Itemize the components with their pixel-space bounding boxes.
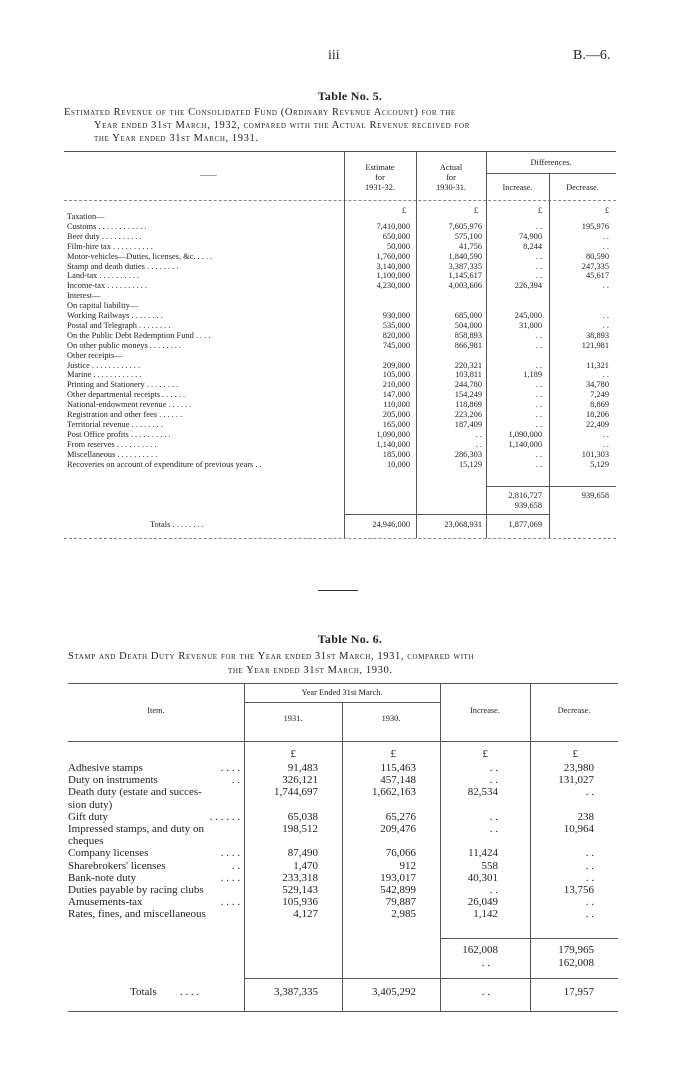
row-1930: 912 xyxy=(399,859,416,872)
row-label: On the Public Debt Redemption Fund . . . . xyxy=(67,330,211,340)
row-increase: . . xyxy=(535,449,542,459)
row-decrease: 11,321 xyxy=(586,360,609,370)
row-increase: 74,900 xyxy=(518,231,542,241)
row-decrease: 38,893 xyxy=(585,330,609,340)
row-actual: 220,321 xyxy=(454,360,482,370)
table-6-subtitle-line-1: Stamp and Death Duty Revenue for the Year ended 31st March, 1931, compared with xyxy=(68,651,475,662)
table-5-subtotal-decrease: 939,658 xyxy=(581,491,609,500)
row-label: On other public moneys . . . . . . . . xyxy=(67,340,182,350)
row-item: Duty on instruments xyxy=(68,774,158,787)
row-label: National-endowment revenue . . . . . . xyxy=(67,400,192,410)
table-6-year-ended-header: Year Ended 31st March. xyxy=(301,688,383,697)
table-5-increase-header: Increase. xyxy=(502,183,533,192)
table-6-currency-dec: £ xyxy=(572,748,578,760)
row-actual: 4,003,606 xyxy=(448,281,482,291)
row-decrease: 238 xyxy=(577,810,594,823)
table-6-subtitle-line-2: the Year ended 31st March, 1930. xyxy=(228,665,393,676)
row-decrease: 22,409 xyxy=(585,419,609,429)
row-estimate: 1,100,000 xyxy=(376,271,410,281)
table-6-decrease-header: Decrease. xyxy=(557,706,591,715)
row-increase: 11,424 xyxy=(468,847,498,860)
row-increase: . . xyxy=(535,271,542,281)
row-actual: 575,100 xyxy=(454,231,482,241)
row-1931: 91,483 xyxy=(287,762,318,774)
row-dots: . . . . xyxy=(220,762,240,774)
table-5-item-header: —— xyxy=(200,170,217,179)
row-1930: 2,985 xyxy=(391,908,416,921)
row-label: Beer duty . . . . . . . . . . xyxy=(67,231,142,241)
row-decrease: 13,756 xyxy=(563,884,594,896)
row-item: Impressed stamps, and duty on xyxy=(68,823,204,835)
row-decrease: . . xyxy=(585,786,594,799)
actual-header-line-1: Actual xyxy=(439,163,463,172)
row-estimate: 210,000 xyxy=(382,380,410,390)
row-1930: 193,017 xyxy=(380,871,416,884)
page-reference: B.—6. xyxy=(573,48,611,63)
table-6-currency-1930: £ xyxy=(390,748,396,760)
row-actual: 858,893 xyxy=(454,330,482,340)
row-decrease: 45,617 xyxy=(585,271,609,281)
row-estimate: 1,760,000 xyxy=(376,251,410,261)
table-5-header-rule xyxy=(64,200,616,201)
table-5-decrease-header: Decrease. xyxy=(566,183,599,192)
row-1931: 326,121 xyxy=(282,774,318,787)
row-decrease: 18,206 xyxy=(585,410,609,419)
row-increase: 40,301 xyxy=(467,871,498,884)
row-actual: 103,811 xyxy=(455,370,482,380)
row-increase: 8,244 xyxy=(523,241,542,251)
estimate-header-line-2: for xyxy=(375,172,385,182)
row-1931: 4,127 xyxy=(293,908,318,921)
section-separator xyxy=(318,590,358,591)
row-actual: 187,409 xyxy=(454,419,482,429)
table-5-actual-header xyxy=(416,163,486,193)
estimate-header-line-3: 1931-32. xyxy=(364,182,395,192)
table-5-subtotal-rule xyxy=(486,486,616,487)
row-increase: . . xyxy=(535,419,542,429)
row-label: Interest— xyxy=(67,291,101,301)
row-decrease: . . xyxy=(585,908,594,921)
row-decrease: 5,129 xyxy=(590,459,609,469)
row-decrease: . . xyxy=(602,429,609,439)
row-item: Rates, fines, and miscellaneous xyxy=(68,908,206,921)
row-item: Duties payable by racing clubs xyxy=(68,884,204,896)
row-increase: . . xyxy=(535,221,542,231)
table-5-title: Table No. 5. xyxy=(317,89,383,103)
row-label: Income-tax . . . . . . . . . . xyxy=(67,281,148,291)
row-item: sion duty) xyxy=(68,798,113,811)
row-1931: 1,744,697 xyxy=(274,786,318,799)
actual-header-line-3: 1930-31. xyxy=(435,182,466,192)
row-decrease: 247,335 xyxy=(581,261,609,271)
row-actual: 1,145,617 xyxy=(448,271,482,281)
row-actual: 685,000 xyxy=(454,311,482,320)
table-5-currency-dec: £ xyxy=(604,206,609,215)
row-label: Film-hire tax . . . . . . . . . . xyxy=(67,241,153,251)
table-5-differences-rule xyxy=(486,173,616,174)
table-6-bottom-rule xyxy=(68,1011,618,1012)
table-5-bottom-rule xyxy=(64,538,616,539)
row-increase: . . xyxy=(535,340,542,350)
actual-header-line-2: for xyxy=(446,172,456,182)
row-1931: 87,490 xyxy=(287,847,318,860)
table-6-totals-1930: 3,405,292 xyxy=(372,986,416,998)
row-increase: . . xyxy=(535,330,542,340)
estimate-header-line-1: Estimate xyxy=(365,163,395,172)
row-increase: 31,000 xyxy=(518,320,542,330)
row-item: Gift duty xyxy=(68,810,109,823)
row-label: Justice . . . . . . . . . . . . xyxy=(67,360,141,370)
row-increase: 558 xyxy=(481,859,498,872)
table-5-top-rule xyxy=(64,151,616,152)
table-5-subtitle-line-2: Year ended 31st March, 1932, compared with the Actual Revenue received for xyxy=(94,120,470,131)
row-label: On capital liability— xyxy=(67,301,139,311)
row-1931: 105,936 xyxy=(282,896,318,909)
row-dots: . . xyxy=(231,774,240,787)
row-label: Registration and other fees . . . . . . xyxy=(67,410,183,419)
row-item: Amusements-tax xyxy=(68,896,143,909)
row-decrease: 10,964 xyxy=(563,823,594,835)
row-item: Bank-note duty xyxy=(68,871,137,884)
row-decrease: . . xyxy=(602,311,609,320)
row-estimate: 105,000 xyxy=(382,370,410,380)
row-estimate: 209,000 xyxy=(382,360,410,370)
table-5-totals-label: Totals . . . . . . . . xyxy=(150,520,204,529)
table-6-subtotal-decrease-2: 162,008 xyxy=(558,957,594,969)
row-dots: . . xyxy=(231,859,240,872)
row-estimate: 110,000 xyxy=(383,400,410,410)
row-label: Miscellaneous . . . . . . . . . . xyxy=(67,449,158,459)
row-decrease: 23,980 xyxy=(563,762,594,774)
table-6-totals-dots: . . . . xyxy=(180,986,200,998)
row-dots: . . . . xyxy=(220,896,240,909)
row-increase: . . xyxy=(489,823,498,835)
table-6-top-rule xyxy=(68,683,618,684)
table-6-subtotal-rule xyxy=(440,938,618,939)
row-decrease: 80,590 xyxy=(585,251,609,261)
row-estimate: 10,000 xyxy=(386,459,410,469)
row-actual: 223,206 xyxy=(454,410,482,419)
table-5-currency-act: £ xyxy=(473,206,478,215)
row-actual: 118,869 xyxy=(455,400,482,410)
row-1931: 198,512 xyxy=(282,823,318,835)
row-estimate: 650,000 xyxy=(382,231,410,241)
row-label: Taxation— xyxy=(67,212,105,221)
row-increase: . . xyxy=(489,810,498,823)
row-increase: . . xyxy=(489,774,498,787)
table-6-increase-header: Increase. xyxy=(470,706,500,715)
row-item: Adhesive stamps xyxy=(68,762,143,774)
table-6-totals-decrease: 17,957 xyxy=(563,986,594,998)
row-label: Motor-vehicles—Duties, licenses, &c. . . . . xyxy=(67,251,213,261)
row-estimate: 745,000 xyxy=(382,340,410,350)
row-increase: 26,049 xyxy=(467,896,498,909)
row-increase: . . xyxy=(535,251,542,261)
row-item: Death duty (estate and succes- xyxy=(68,786,202,799)
table-6-currency-1931: £ xyxy=(290,748,296,760)
row-actual: 3,387,335 xyxy=(448,261,482,271)
row-1930: 76,066 xyxy=(385,847,416,860)
table-5-currency-inc: £ xyxy=(537,206,542,215)
table-6-totals-1931: 3,387,335 xyxy=(274,986,318,998)
row-increase: . . xyxy=(535,390,542,400)
row-label: Land-tax . . . . . . . . . . xyxy=(67,271,140,281)
row-label: Stamp and death duties . . . . . . . . xyxy=(67,261,179,271)
table-5-subtitle-line-3: the Year ended 31st March, 1931. xyxy=(94,133,259,144)
row-dots: . . . . xyxy=(220,847,240,860)
row-label: Postal and Telegraph . . . . . . . . xyxy=(67,320,171,330)
row-estimate: 147,000 xyxy=(382,390,410,400)
row-increase: . . xyxy=(489,762,498,774)
table-6-title: Table No. 6. xyxy=(317,632,383,646)
row-item: cheques xyxy=(68,835,104,848)
table-5-subtotal-increase: 2,816,727 xyxy=(508,491,542,500)
row-label: Working Railways . . . . . . . . xyxy=(67,311,163,320)
row-decrease: 131,027 xyxy=(558,774,594,787)
row-estimate: 7,410,000 xyxy=(376,221,410,231)
page-number: iii xyxy=(328,48,340,63)
table-6-item-header: Item. xyxy=(147,706,165,715)
row-1931: 65,038 xyxy=(287,810,318,823)
row-decrease: 101,303 xyxy=(581,449,609,459)
table-6-1931-header: 1931. xyxy=(283,714,303,723)
row-decrease: 121,981 xyxy=(581,340,609,350)
row-actual: 7,605,976 xyxy=(448,221,482,231)
row-decrease: . . xyxy=(585,896,594,909)
table-5-currency-est: £ xyxy=(401,206,406,215)
table-6-1930-header: 1930. xyxy=(381,714,401,723)
row-increase: 226,394 xyxy=(514,281,542,291)
table-6-totals-increase: . . xyxy=(481,986,490,998)
row-dots: . . . . xyxy=(220,871,240,884)
row-decrease: . . xyxy=(585,871,594,884)
row-label: Other receipts— xyxy=(67,350,123,360)
row-increase: . . xyxy=(535,380,542,390)
row-decrease: . . xyxy=(602,370,609,380)
row-estimate: 50,000 xyxy=(386,241,410,251)
table-6-header-rule xyxy=(68,741,618,742)
table-5-subtotal-increase-less: 939,658 xyxy=(514,501,542,510)
row-decrease: . . xyxy=(585,859,594,872)
table-6-subtotal-decrease: 179,965 xyxy=(558,944,594,956)
row-decrease: 34,780 xyxy=(585,380,609,390)
row-estimate: 4,230,000 xyxy=(376,281,410,291)
row-1930: 115,463 xyxy=(380,762,416,774)
row-estimate: 1,140,000 xyxy=(376,439,410,449)
row-estimate: 185,000 xyxy=(382,449,410,459)
row-estimate: 535,000 xyxy=(382,320,410,330)
table-5-differences-header: Differences. xyxy=(530,158,572,167)
row-item: Company licenses xyxy=(68,847,149,860)
row-label: Post Office profits . . . . . . . . . . xyxy=(67,429,171,439)
row-increase: 1,140,000 xyxy=(508,439,542,449)
row-actual: . . xyxy=(475,429,482,439)
row-actual: 286,303 xyxy=(454,449,482,459)
row-1930: 457,148 xyxy=(380,774,416,787)
row-estimate: 1,090,000 xyxy=(376,429,410,439)
row-decrease: . . xyxy=(602,231,609,241)
row-1930: 209,476 xyxy=(380,823,416,835)
table-6-totals-rule xyxy=(244,978,618,979)
row-label: Territorial revenue . . . . . . . . xyxy=(67,419,163,429)
row-increase: 245,000 xyxy=(514,311,542,320)
row-decrease: 195,976 xyxy=(581,221,609,231)
table-5-subtitle-line-1: Estimated Revenue of the Consolidated Fund (Ordinary Revenue Account) for the xyxy=(64,107,456,118)
row-decrease: . . xyxy=(602,281,609,291)
row-actual: 1,840,590 xyxy=(448,251,482,261)
row-increase: 82,534 xyxy=(467,786,498,799)
row-1931: 529,143 xyxy=(282,884,318,896)
row-increase: 1,189 xyxy=(523,370,542,380)
table-6-subtotal-increase-2: . . xyxy=(481,957,490,969)
row-increase: . . xyxy=(535,410,542,419)
table-5-totals-rule-b xyxy=(486,514,549,515)
row-decrease: 8,869 xyxy=(590,400,609,410)
table-5-totals-estimate: 24,946,000 xyxy=(372,520,410,529)
row-decrease: . . xyxy=(602,439,609,449)
row-estimate: 3,140,000 xyxy=(376,261,410,271)
row-1930: 1,662,163 xyxy=(372,786,416,799)
table-6-subtotal-increase: 162,008 xyxy=(462,944,498,956)
row-actual: 244,780 xyxy=(454,380,482,390)
row-1931: 233,318 xyxy=(282,871,318,884)
row-label: From reserves . . . . . . . . . . xyxy=(67,439,157,449)
row-decrease: 7,249 xyxy=(590,390,609,400)
row-increase: . . xyxy=(535,261,542,271)
row-increase: . . xyxy=(489,884,498,896)
row-actual: 154,249 xyxy=(454,390,482,400)
row-decrease: . . xyxy=(585,847,594,860)
table-6-currency-inc: £ xyxy=(482,748,488,760)
row-actual: 41,756 xyxy=(458,241,482,251)
row-label: Recoveries on account of expenditure of previous years . . xyxy=(67,459,262,469)
row-actual: 15,129 xyxy=(458,459,482,469)
row-actual: 504,000 xyxy=(454,320,482,330)
row-increase: . . xyxy=(535,400,542,410)
row-increase: . . xyxy=(535,360,542,370)
table-5-totals-actual: 23,068,931 xyxy=(444,520,482,529)
row-estimate: 930,000 xyxy=(382,311,410,320)
row-actual: 866,981 xyxy=(454,340,482,350)
row-increase: 1,090,000 xyxy=(508,429,542,439)
row-1930: 65,276 xyxy=(385,810,416,823)
row-dots: . . . . . . xyxy=(209,810,240,823)
row-label: Printing and Stationery . . . . . . . . xyxy=(67,380,179,390)
table-5-totals-increase: 1,877,069 xyxy=(508,520,542,529)
row-item: Sharebrokers' licenses xyxy=(68,859,166,872)
table-5-estimate-header xyxy=(344,163,416,193)
row-actual: . . xyxy=(475,439,482,449)
row-label: Marine . . . . . . . . . . . . xyxy=(67,370,142,380)
row-1930: 79,887 xyxy=(385,896,416,909)
row-1931: 1,470 xyxy=(293,859,318,872)
row-decrease: . . xyxy=(602,241,609,251)
row-label: Other departmental receipts . . . . . . xyxy=(67,390,186,400)
row-label: Customs . . . . . . . . . . . . xyxy=(67,221,147,231)
table-5-totals-rule-a xyxy=(344,514,486,515)
row-estimate: 165,000 xyxy=(382,419,410,429)
row-increase: . . xyxy=(535,459,542,469)
row-1930: 542,899 xyxy=(380,884,416,896)
row-decrease: . . xyxy=(602,320,609,330)
row-estimate: 820,000 xyxy=(382,330,410,340)
table-6-totals-label: Totals xyxy=(130,986,157,998)
row-increase: 1,142 xyxy=(473,908,498,921)
row-estimate: 205,000 xyxy=(382,410,410,419)
